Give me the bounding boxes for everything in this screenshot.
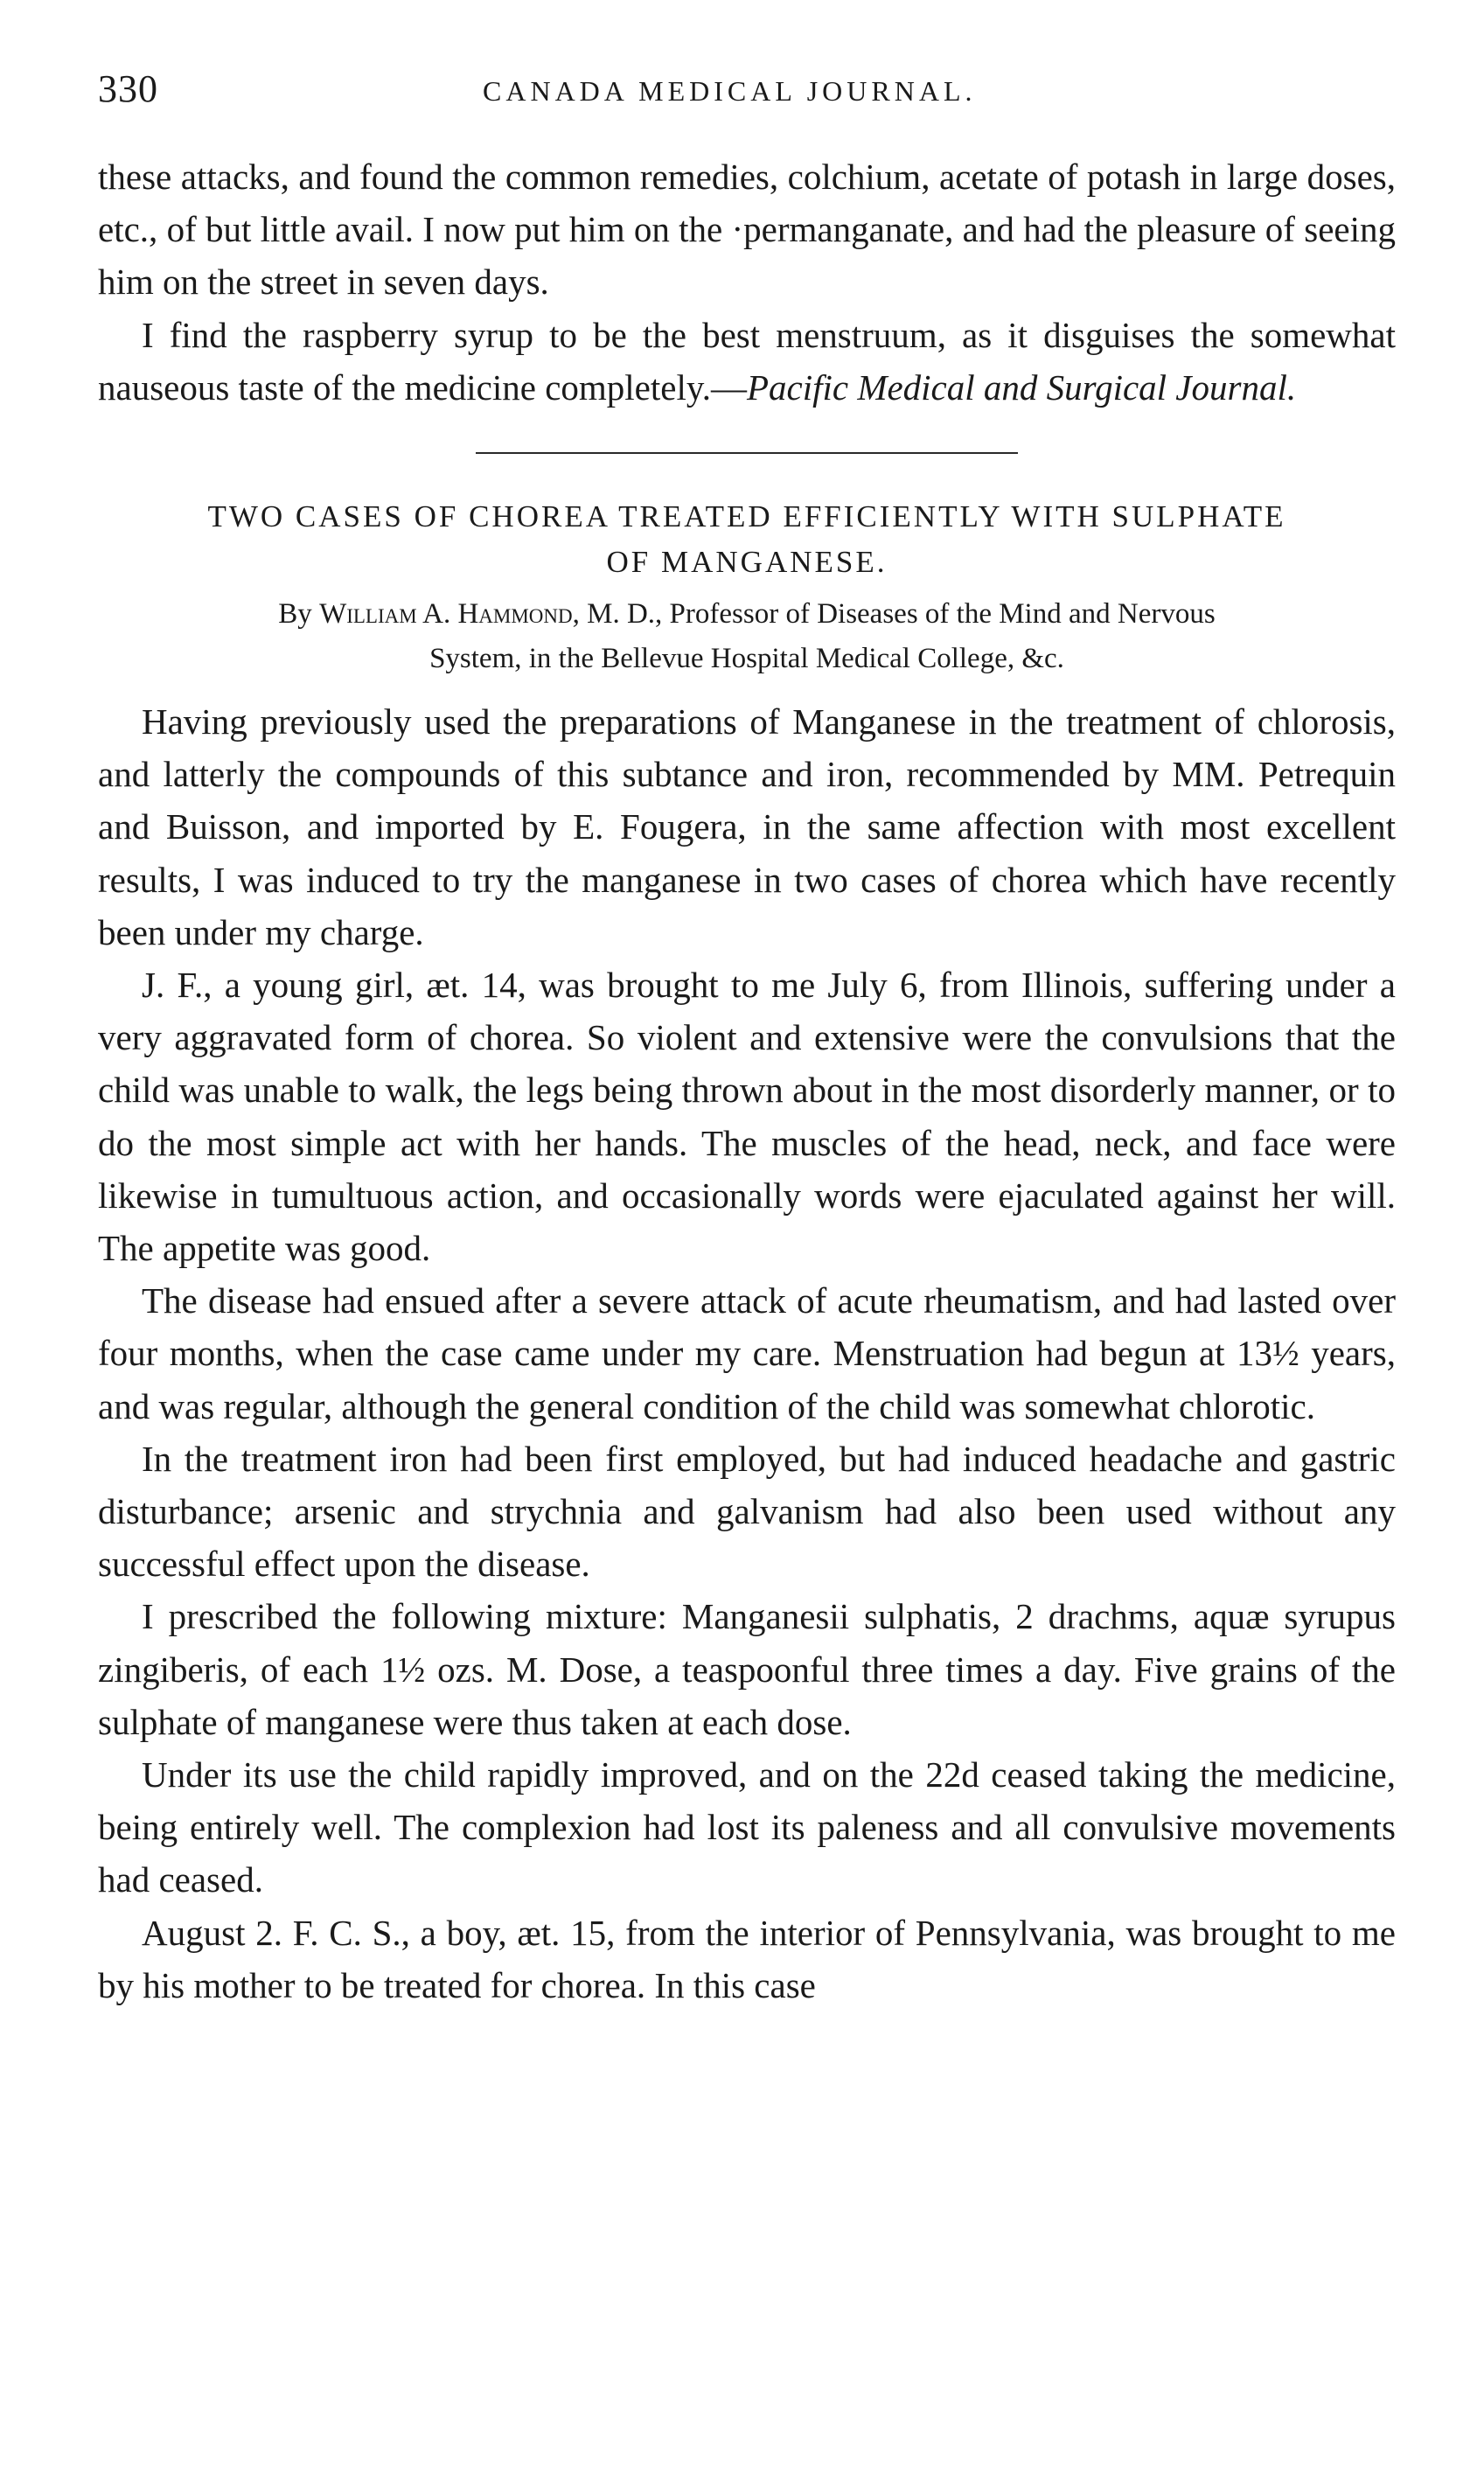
- article-byline: [98, 592, 1396, 681]
- article-title: [98, 494, 1396, 585]
- byline-prefix: By: [278, 598, 312, 631]
- continuation-paragraph: these attacks, and found the common remedies, colchium, acetate of potash in large doses, etc., of but little avail. I now put him on the ·permanganate, and had the pleasure of seeing him on the street in seven days.: [98, 157, 1396, 303]
- article-paragraph: The disease had ensued after a severe attack of acute rheumatism, and had lasted over four months, when the case came under my care. Menstruation had begun at 13½ years, and was regular, although the general condition of the child was somewhat chlorotic.: [98, 1280, 1396, 1426]
- byline-affiliation-2: System, in the Bellevue Hospital Medical College, &c.: [429, 643, 1064, 675]
- section-divider: [476, 452, 1018, 454]
- article-paragraph: August 2. F. C. S., a boy, æt. 15, from the interior of Pennsylvania, was brought to me by his mother to be treated for chorea. In this case: [98, 1912, 1396, 2005]
- page-header: [98, 66, 1392, 119]
- article-paragraph: Under its use the child rapidly improved, and on the 22d ceased taking the medicine, being entirely well. The complexion had lost its paleness and all convulsive movements had ceased.: [98, 1754, 1396, 1900]
- page-number: 330: [98, 67, 158, 110]
- article-paragraph: I prescribed the following mixture: Manganesii sulphatis, 2 drachms, aquæ syrupus zingiberis, of each 1½ ozs. M. Dose, a teaspoonful three times a day. Five grains of the sulphate of manganese were thus taken at each dose.: [98, 1596, 1396, 1742]
- source-paragraph: [98, 309, 1396, 414]
- article-title-line-1: TWO CASES OF CHOREA TREATED EFFICIENTLY WITH SULPHATE: [207, 499, 1286, 534]
- source-paragraph-text: I find the raspberry syrup to be the best menstruum, as it disguises the somewhat nauseous taste of the medicine completely.—: [98, 314, 1396, 408]
- article-paragraph: In the treatment iron had been first employed, but had induced headache and gastric disturbance; arsenic and strychnia and galvanism had also been used without any successful effect upon the disease.: [98, 1438, 1396, 1585]
- article-paragraph: J. F., a young girl, æt. 14, was brought to me July 6, from Illinois, suffering under a very aggravated form of chorea. So violent and extensive were the convulsions that the child was unable to walk, the legs being thrown about in the most disorderly manner, or to do the most simple act with her hands. The muscles of the head, neck, and face were likewise in tumultuous action, and occasionally words were ejaculated against her will. The appetite was good.: [98, 965, 1396, 1269]
- page-body: [98, 150, 1396, 2011]
- running-head: CANADA MEDICAL JOURNAL.: [483, 75, 977, 107]
- article-paragraph: Having previously used the preparations of Manganese in the treatment of chlorosis, and latterly the compounds of this subtance and iron, recommended by MM. Petrequin and Buisson, and imported by E. Fougera, in the same affection with most excellent results, I was induced to try the manganese in two cases of chorea which have recently been under my charge.: [98, 701, 1396, 952]
- byline-affiliation-1: , M. D., Professor of Diseases of the Mind and Nervous: [572, 598, 1216, 631]
- byline-line-1: [98, 592, 1396, 637]
- byline-author: William A. Hammond: [319, 598, 573, 631]
- article-title-line-2: OF MANGANESE.: [606, 545, 888, 580]
- source-citation: Pacific Medical and Surgical Journal.: [746, 366, 1297, 408]
